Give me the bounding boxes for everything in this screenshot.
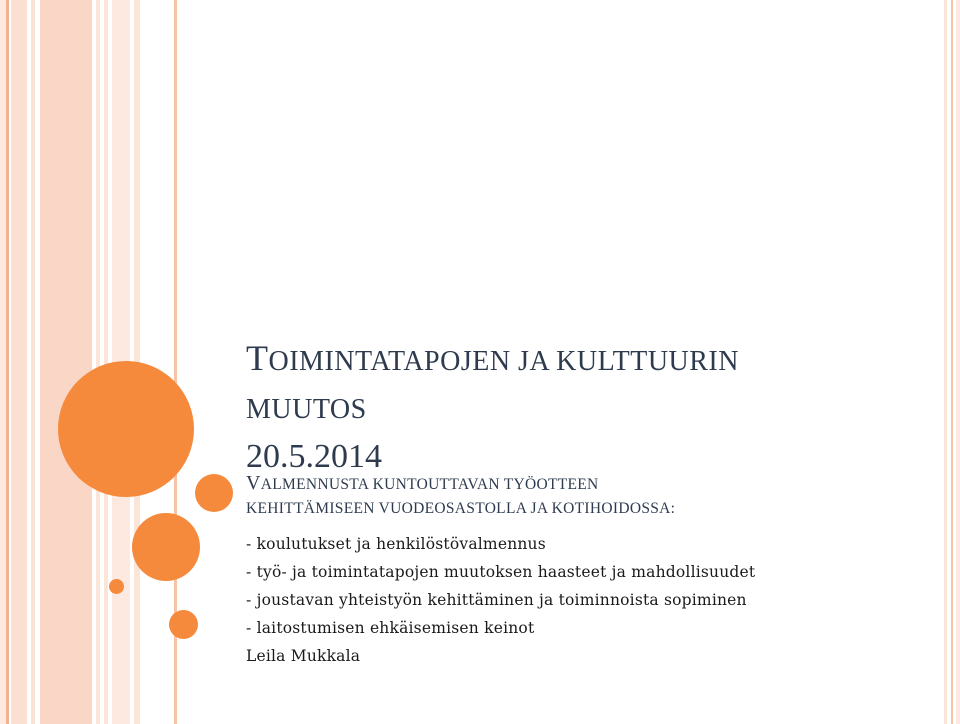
decor-circle xyxy=(169,610,198,639)
decor-stripe xyxy=(951,0,953,724)
list-item: - laitostumisen ehkäisemisen keinot xyxy=(246,619,535,637)
title-rest: OIMINTATAPOJEN JA KULTTUURIN xyxy=(268,346,739,377)
decor-stripe xyxy=(944,0,947,724)
list-item: - joustavan yhteistyön kehittäminen ja toiminnoista sopiminen xyxy=(246,591,747,609)
decor-stripe xyxy=(6,0,9,724)
decor-stripe xyxy=(31,0,35,724)
title-date: 20.5.2014 xyxy=(246,438,382,475)
subtitle-block xyxy=(246,471,936,521)
decor-stripe xyxy=(956,0,960,724)
title-block xyxy=(246,334,936,478)
decor-circle-small xyxy=(109,579,124,594)
subtitle-rest: ALMENNUSTA KUNTOUTTAVAN TYÖOTTEEN xyxy=(260,476,599,493)
title-line-1 xyxy=(246,334,936,386)
topic-list xyxy=(246,530,755,642)
decor-circle xyxy=(132,513,200,581)
slide-title xyxy=(246,334,936,478)
subtitle-initial: V xyxy=(246,472,261,494)
list-item: - työ- ja toimintatapojen muutoksen haasteet ja mahdollisuudet xyxy=(246,563,756,581)
decor-circle xyxy=(195,474,233,512)
list-item: - koulutukset ja henkilöstövalmennus xyxy=(246,535,546,553)
title-line-2: MUUTOS xyxy=(246,394,367,425)
subtitle-line-2: KEHITTÄMISEEN VUODEOSASTOLLA JA KOTIHOIDOSSA: xyxy=(246,500,676,517)
subtitle-line-1 xyxy=(246,471,936,497)
title-initial: T xyxy=(246,338,269,378)
author-name: Leila Mukkala xyxy=(246,647,361,665)
decor-stripe xyxy=(40,0,92,724)
decor-circle-large xyxy=(58,361,194,497)
decor-stripe xyxy=(96,0,100,724)
decor-stripe xyxy=(104,0,108,724)
decor-stripe xyxy=(11,0,27,724)
